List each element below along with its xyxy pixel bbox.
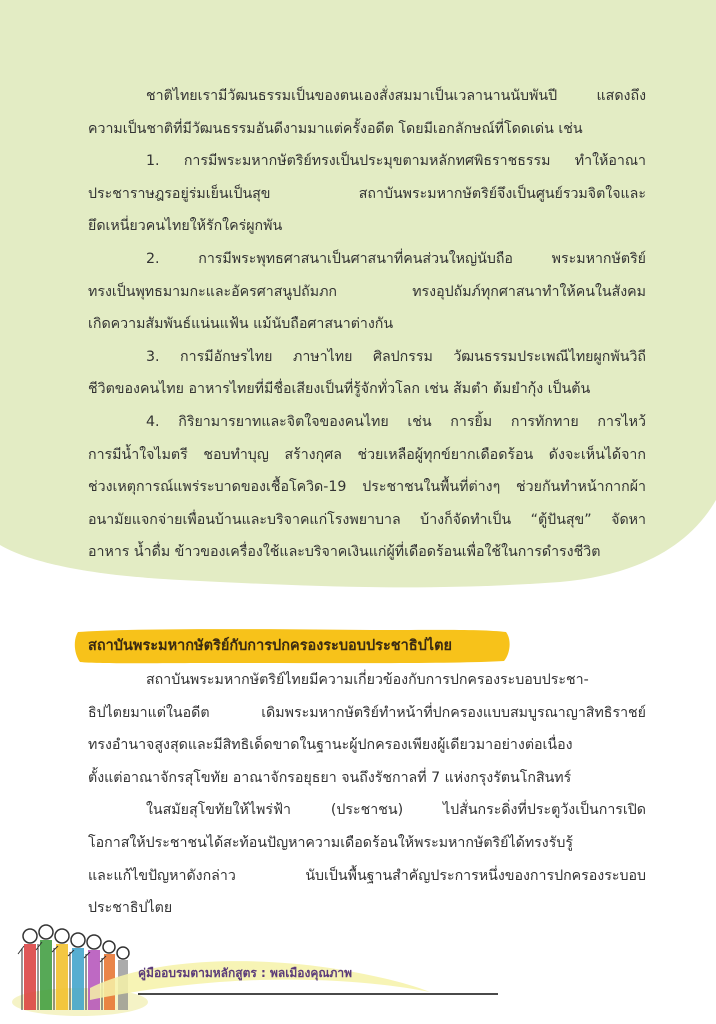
section-heading-text: สถาบันพระมหากษัตริย์กับการปกครองระบอบประชาธิปไตย (88, 638, 452, 654)
list-item-2-line: 2. การมีพระพุทธศาสนาเป็นศาสนาที่คนส่วนใหญ่นับถือ พระมหากษัตริย์ (146, 250, 646, 267)
paragraph-line: โอกาสให้ประชาชนได้สะท้อนปัญหาความเดือดร้อนให้พระมหากษัตริย์ได้ทรงรับรู้ (88, 834, 573, 851)
paragraph-line: และแก้ไขปัญหาดังกล่าว นับเป็นพื้นฐานสำคัญประการหนึ่งของการปกครองระบอบ (88, 867, 646, 884)
intro-section (88, 80, 646, 569)
paragraph-line: ชาติไทยเรามีวัฒนธรรมเป็นของตนเองสั่งสมมาเป็นเวลานานนับพันปี แสดงถึง (146, 88, 646, 104)
footer-divider (138, 993, 498, 995)
section-heading (72, 626, 512, 666)
paragraph-line: ตั้งแต่อาณาจักรสุโขทัย อาณาจักรอยุธยา จนถึงรัชกาลที่ 7 แห่งกรุงรัตนโกสินทร์ (88, 769, 572, 786)
list-item-1-line: 1. การมีพระมหากษัตริย์ทรงเป็นประมุขตามหลักทศพิธราชธรรม ทำให้อาณา (146, 153, 646, 170)
list-item-2-line: เกิดความสัมพันธ์แน่นแฟ้น แม้นับถือศาสนาต่างกัน (88, 316, 394, 333)
list-item-1-line: ประชาราษฎรอยู่ร่มเย็นเป็นสุข สถาบันพระมหากษัตริย์จึงเป็นศูนย์รวมจิตใจและ (88, 185, 646, 202)
list-item-4-line: 4. กิริยามารยาทและจิตใจของคนไทย เช่น การยิ้ม การทักทาย การไหว้ (146, 413, 646, 430)
paragraph-line: ธิปไตยมาแต่ในอดีต เดิมพระมหากษัตริย์ทำหน้าที่ปกครองแบบสมบูรณาญาสิทธิราชย์ (88, 704, 646, 721)
footer-text: คู่มืออบรมตามหลักสูตร : พลเมืองคุณภาพ (138, 966, 353, 980)
list-item-3-line: 3. การมีอักษรไทย ภาษาไทย ศิลปกรรม วัฒนธรรมประเพณีไทยผูกพันวิถี (146, 348, 646, 365)
list-item-4-line: อนามัยแจกจ่ายเพื่อนบ้านและบริจาคแก่โรงพยาบาล บ้างก็จัดทำเป็น “ตู้ปันสุข” จัดหา (88, 511, 646, 528)
list-item-4-line: การมีน้ำใจไมตรี ชอบทำบุญ สร้างกุศล ช่วยเหลือผู้ทุกข์ยากเดือดร้อน ดังจะเห็นได้จาก (88, 446, 646, 463)
list-item-4-line: ช่วงเหตุการณ์แพร่ระบาดของเชื้อโควิด-19 ประชาชนในพื้นที่ต่างๆ ช่วยกันทำหน้ากากผ้า (88, 479, 646, 496)
paragraph-line: ทรงอำนาจสูงสุดและมีสิทธิเด็ดขาดในฐานะผู้ปกครองเพียงผู้เดียวมาอย่างต่อเนื่อง (88, 737, 573, 754)
monarchy-democracy-section (88, 664, 646, 925)
paragraph-line: ประชาธิปไตย (88, 900, 173, 917)
paragraph-line: สถาบันพระมหากษัตริย์ไทยมีความเกี่ยวข้องกับการปกครองระบอบประชา- (146, 672, 589, 688)
list-item-1-line: ยึดเหนี่ยวคนไทยให้รักใคร่ผูกพัน (88, 218, 283, 235)
paragraph-line: ในสมัยสุโขทัยให้ไพร่ฟ้า (ประชาชน) ไปสั่นกระดิ่งที่ประตูวังเป็นการเปิด (146, 802, 646, 819)
list-item-4-line: อาหาร น้ำดื่ม ข้าวของเครื่องใช้และบริจาคเงินแก่ผู้ที่เดือดร้อนเพื่อใช้ในการดำรงชีวิต (88, 544, 601, 561)
list-item-3-line: ชีวิตของคนไทย อาหารไทยที่มีชื่อเสียงเป็นที่รู้จักทั่วโลก เช่น ส้มตำ ต้มยำกุ้ง เป็นต้น (88, 381, 591, 398)
paragraph-line: ความเป็นชาติที่มีวัฒนธรรมอันดีงามมาแต่ครั้งอดีต โดยมีเอกลักษณ์ที่โดดเด่น เช่น (88, 120, 583, 137)
list-item-2-line: ทรงเป็นพุทธมามกะและอัครศาสนูปถัมภก ทรงอุปถัมภ์ทุกศาสนาทำให้คนในสังคม (88, 283, 646, 300)
